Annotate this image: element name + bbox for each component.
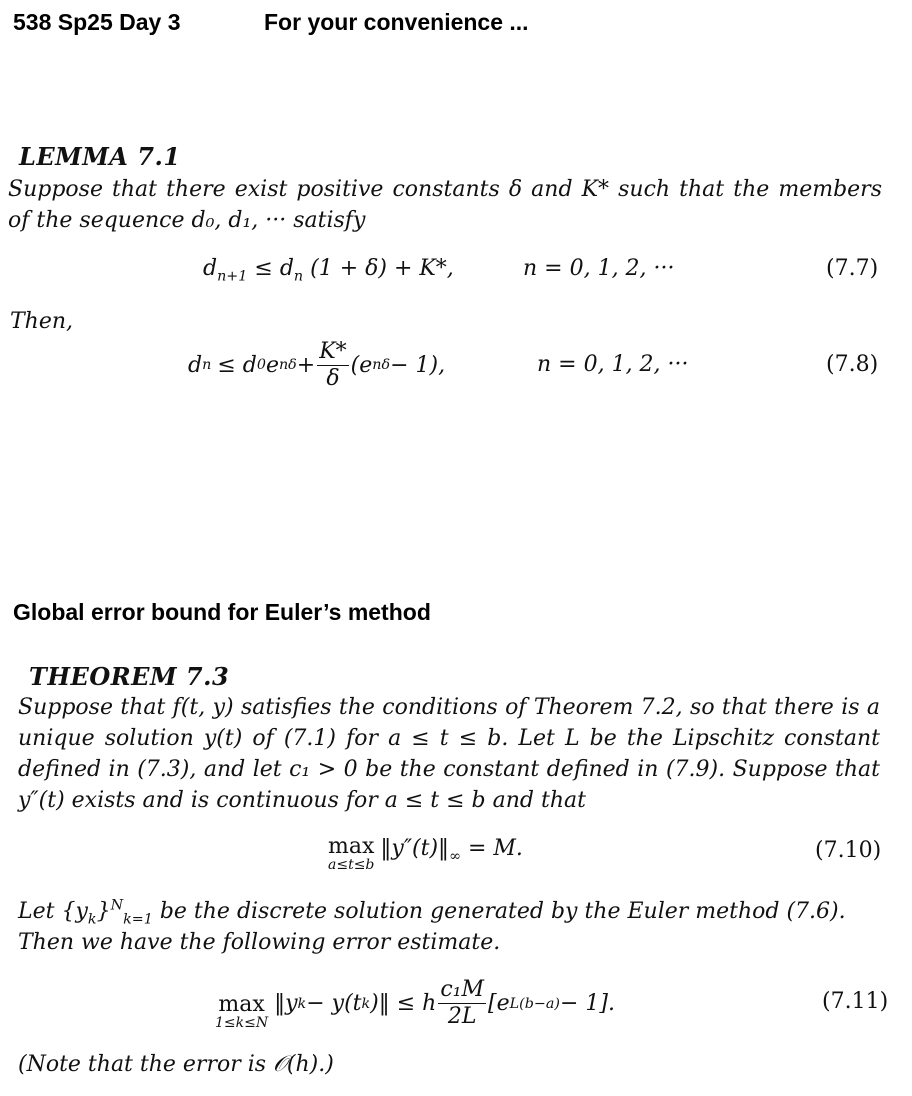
lemma-line-2: of the sequence d₀, d₁, ··· satisfy xyxy=(8,208,366,233)
header-right: For your convenience ... xyxy=(264,9,529,35)
eq78-exp-base: e xyxy=(265,352,279,378)
eq78-condition: n = 0, 1, 2, ··· xyxy=(537,352,689,377)
let-rest: be the discrete solution generated by the Euler method (7.6). Then we have the following error estimate. xyxy=(18,899,846,955)
lemma-then: Then, xyxy=(10,309,74,334)
let-sub: k xyxy=(87,911,97,928)
eq710-max: max xyxy=(328,834,375,859)
equation-7-10 xyxy=(328,836,523,873)
eq78-number: (7.8) xyxy=(826,352,879,377)
eq711-max: max xyxy=(218,992,265,1017)
eq711-max-sub: 1≤k≤N xyxy=(215,1015,269,1031)
eq711-body: ‖y xyxy=(274,991,298,1017)
eq710-max-sub: a≤t≤b xyxy=(328,857,375,873)
eq77-condition: n = 0, 1, 2, ··· xyxy=(523,256,675,281)
eq78-plus: + xyxy=(296,352,316,378)
theorem-title: THEOREM 7.3 xyxy=(29,662,230,691)
let-brace: } xyxy=(96,899,111,924)
theorem-note: (Note that the error is 𝒪(h).) xyxy=(18,1052,334,1077)
equation-7-7 xyxy=(203,256,454,285)
eq710-max-operator xyxy=(328,836,374,873)
eq711-bracket: [e xyxy=(488,991,510,1017)
equation-7-11: max 1≤k≤N ‖y k − y(t k )‖ ≤ h $\frac{\text{c₁M}}{2L}$ [e L(b−a) − 1]. xyxy=(215,977,615,1031)
theorem-statement: Suppose that f(t, y) satisfies the conditions of Theorem 7.2, so that there is a unique solution y(t) of (7.1) for a ≤ t ≤ b. Let L be the Lipschitz constant defined in (7.3), and let c₁ > 0 be the constant defined in (7.9). Suppose that y″(t) exists and is continuous for a ≤ t ≤ b and that xyxy=(18,695,880,813)
lemma-statement xyxy=(8,174,882,236)
eq77-rhs-sub: n xyxy=(293,268,304,285)
theorem-let-paragraph xyxy=(18,896,890,958)
eq711-number: (7.11) xyxy=(822,989,889,1014)
eq77-number: (7.7) xyxy=(826,256,879,281)
eq77-lhs: d xyxy=(203,256,218,281)
let-sub2: k=1 xyxy=(123,911,153,928)
eq711-frac-den: 2L xyxy=(447,1004,477,1030)
eq710-number: (7.10) xyxy=(815,838,882,863)
eq78-paren-tail: − 1), xyxy=(390,352,446,378)
eq78-frac-num: K* xyxy=(319,338,347,364)
eq710-inf: ∞ xyxy=(449,848,461,865)
eq710-tail: = M. xyxy=(460,836,523,861)
eq77-rhs: ≤ d xyxy=(254,256,294,281)
eq711-max-operator xyxy=(215,994,268,1031)
lemma-line-1: Suppose that there exist positive constants δ and K* such that the members xyxy=(8,177,882,202)
eq711-body2: − y(t xyxy=(306,991,362,1017)
eq77-tail: (1 + δ) + K*, xyxy=(303,256,454,281)
eq711-frac-num: c₁M xyxy=(440,977,485,1003)
header-left: 538 Sp25 Day 3 xyxy=(13,9,181,35)
eq78-fraction xyxy=(317,338,348,391)
eq78-paren: (e xyxy=(350,352,373,378)
eq711-body3: )‖ ≤ h xyxy=(370,991,437,1017)
section-title: Global error bound for Euler’s method xyxy=(13,599,431,625)
eq77-lhs-sub: n+1 xyxy=(217,268,248,285)
eq78-lhs: d xyxy=(188,352,203,378)
lemma-title: LEMMA 7.1 xyxy=(19,142,181,171)
eq78-frac-den: δ xyxy=(326,365,340,391)
let-text: Let {y xyxy=(18,899,88,924)
let-sup: N xyxy=(110,897,124,914)
equation-7-8: d n ≤ d 0 e nδ + $\frac{K*}{\delta}$ (e nδ − 1), xyxy=(188,338,446,391)
eq78-mid: ≤ d xyxy=(217,352,257,378)
eq710-body: ‖y″(t)‖ xyxy=(380,836,450,861)
eq711-fraction xyxy=(438,979,486,1028)
eq711-bracket-tail: − 1]. xyxy=(559,991,615,1017)
